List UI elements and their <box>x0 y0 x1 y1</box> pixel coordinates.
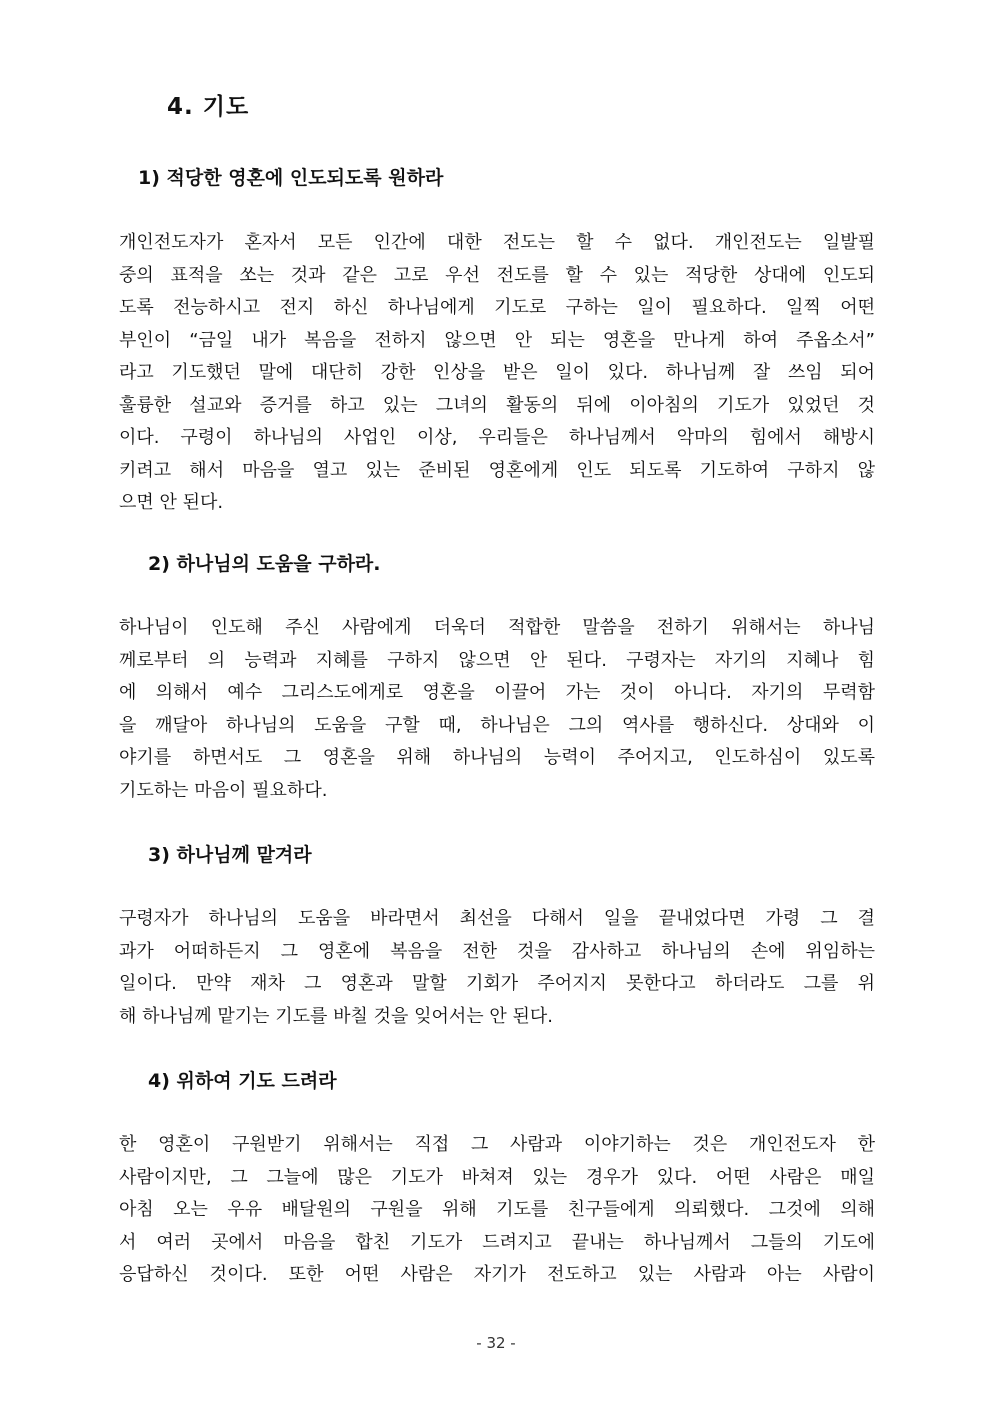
paragraph-line: 기도하는 마음이 필요하다. <box>119 779 328 801</box>
section-heading-2: 2) 하나님의 도움을 구하라. <box>148 553 381 575</box>
paragraph-line: 응답하신 것이다. 또한 어떤 사람은 자기가 전도하고 있는 사람과 아는 사람이 <box>119 1264 875 1285</box>
page-number: - 32 - <box>476 1334 516 1352</box>
paragraph-line: 중의 표적을 쏘는 것과 같은 고로 우선 전도를 할 수 있는 적당한 상대에 인도되 <box>119 264 875 286</box>
paragraph-line: 한 영혼이 구원받기 위해서는 직접 그 사람과 이야기하는 것은 개인전도자 한 <box>119 1134 875 1155</box>
paragraph-line: 과가 어떠하든지 그 영혼에 복음을 전한 것을 감사하고 하나님의 손에 위임하는 <box>119 940 875 962</box>
section-heading-3: 3) 하나님께 맡겨라 <box>148 844 312 866</box>
section-paragraph-3 <box>119 903 875 1033</box>
chapter-title: 4. 기도 <box>167 94 250 120</box>
paragraph-line: 께로부터 의 능력과 지혜를 구하지 않으면 안 된다. 구령자는 자기의 지혜나 힘 <box>119 649 875 671</box>
paragraph-line: 아침 오는 우유 배달원의 구원을 위해 기도를 친구들에게 의뢰했다. 그것에 의해 <box>119 1199 875 1220</box>
paragraph-line: 키려고 해서 마음을 열고 있는 준비된 영혼에게 인도 되도록 기도하여 구하지 않 <box>119 459 875 481</box>
section-paragraph-2 <box>119 612 875 807</box>
paragraph-line: 이다. 구령이 하나님의 사업인 이상, 우리들은 하나님께서 악마의 힘에서 해방시 <box>119 427 875 448</box>
paragraph-line: 일이다. 만약 재차 그 영혼과 말할 기회가 주어지지 못한다고 하더라도 그를 위 <box>119 973 875 994</box>
paragraph-line: 하나님이 인도해 주신 사람에게 더욱더 적합한 말씀을 전하기 위해서는 하나님 <box>119 617 875 638</box>
paragraph-line: 훌륭한 설교와 증거를 하고 있는 그녀의 활동의 뒤에 이아침의 기도가 있었던 것 <box>119 394 875 416</box>
paragraph-line: 구령자가 하나님의 도움을 바라면서 최선을 다해서 일을 끝내었다면 가령 그 결 <box>119 908 875 929</box>
paragraph-line: 에 의해서 예수 그리스도에게로 영혼을 이끌어 가는 것이 아니다. 자기의 무력함 <box>119 682 875 703</box>
paragraph-line: 라고 기도했던 말에 대단히 강한 인상을 받은 일이 있다. 하나님께 잘 쓰임 되어 <box>119 362 875 383</box>
paragraph-line: 으면 안 된다. <box>119 492 224 513</box>
paragraph-line: 개인전도자가 혼자서 모든 인간에 대한 전도는 할 수 없다. 개인전도는 일발필 <box>119 232 875 253</box>
paragraph-line: 부인이 “금일 내가 복음을 전하지 않으면 안 되는 영혼을 만나게 하여 주옵소서” <box>119 329 875 351</box>
section-paragraph-4 <box>119 1129 875 1292</box>
paragraph-line: 도록 전능하시고 전지 하신 하나님에게 기도로 구하는 일이 필요하다. 일찍 어떤 <box>119 297 875 318</box>
paragraph-line: 을 깨달아 하나님의 도움을 구할 때, 하나님은 그의 역사를 행하신다. 상대와 이 <box>119 714 875 736</box>
section-heading-1: 1) 적당한 영혼에 인도되도록 원하라 <box>138 167 444 189</box>
paragraph-line: 서 여러 곳에서 마음을 합친 기도가 드려지고 끝내는 하나님께서 그들의 기도에 <box>119 1231 875 1253</box>
section-heading-4: 4) 위하여 기도 드려라 <box>148 1070 337 1092</box>
paragraph-line: 야기를 하면서도 그 영혼을 위해 하나님의 능력이 주어지고, 인도하심이 있도록 <box>119 747 875 768</box>
paragraph-line: 사람이지만, 그 그늘에 많은 기도가 바쳐져 있는 경우가 있다. 어떤 사람은 매일 <box>119 1166 875 1188</box>
paragraph-line: 해 하나님께 맡기는 기도를 바칠 것을 잊어서는 안 된다. <box>119 1005 554 1027</box>
section-paragraph-1 <box>119 227 875 520</box>
